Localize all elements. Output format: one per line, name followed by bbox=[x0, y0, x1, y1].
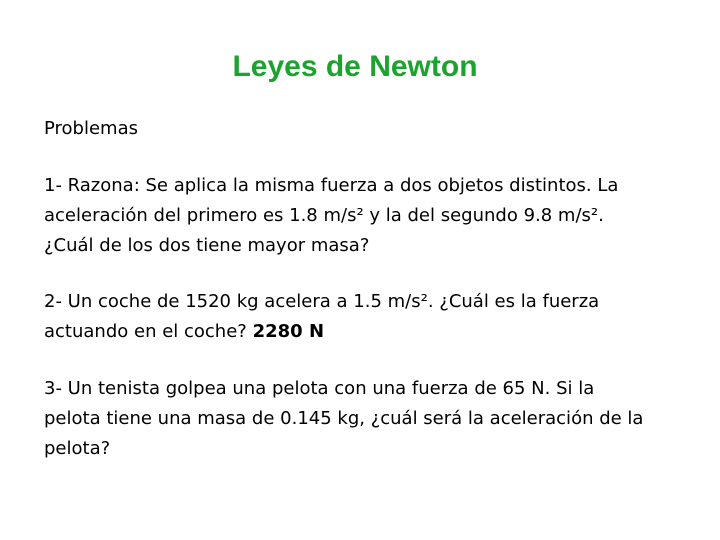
problem-2-answer: 2280 N bbox=[252, 321, 325, 342]
problem-3 bbox=[44, 374, 694, 464]
problem-3-line-3: pelota? bbox=[44, 438, 111, 459]
problem-2-line-2-wrap bbox=[44, 317, 694, 347]
problem-1-line-1: 1- Razona: Se aplica la misma fuerza a dos objetos distintos. La bbox=[44, 175, 619, 196]
problem-1-line-2: aceleración del primero es 1.8 m/s² y la del segundo 9.8 m/s². bbox=[44, 205, 604, 226]
problem-2 bbox=[44, 287, 694, 347]
problem-3-line-2: pelota tiene una masa de 0.145 kg, ¿cuál será la aceleración de la bbox=[44, 408, 644, 429]
slide-title: Leyes de Newton bbox=[232, 50, 478, 83]
section-heading: Problemas bbox=[44, 118, 138, 139]
problem-2-line-2: actuando en el coche? bbox=[44, 321, 247, 342]
problem-2-line-1: 2- Un coche de 1520 kg acelera a 1.5 m/s². ¿Cuál es la fuerza bbox=[44, 291, 600, 312]
problem-1-line-3: ¿Cuál de los dos tiene mayor masa? bbox=[44, 235, 370, 256]
problem-1 bbox=[44, 171, 694, 261]
problem-3-line-1: 3- Un tenista golpea una pelota con una fuerza de 65 N. Si la bbox=[44, 378, 595, 399]
